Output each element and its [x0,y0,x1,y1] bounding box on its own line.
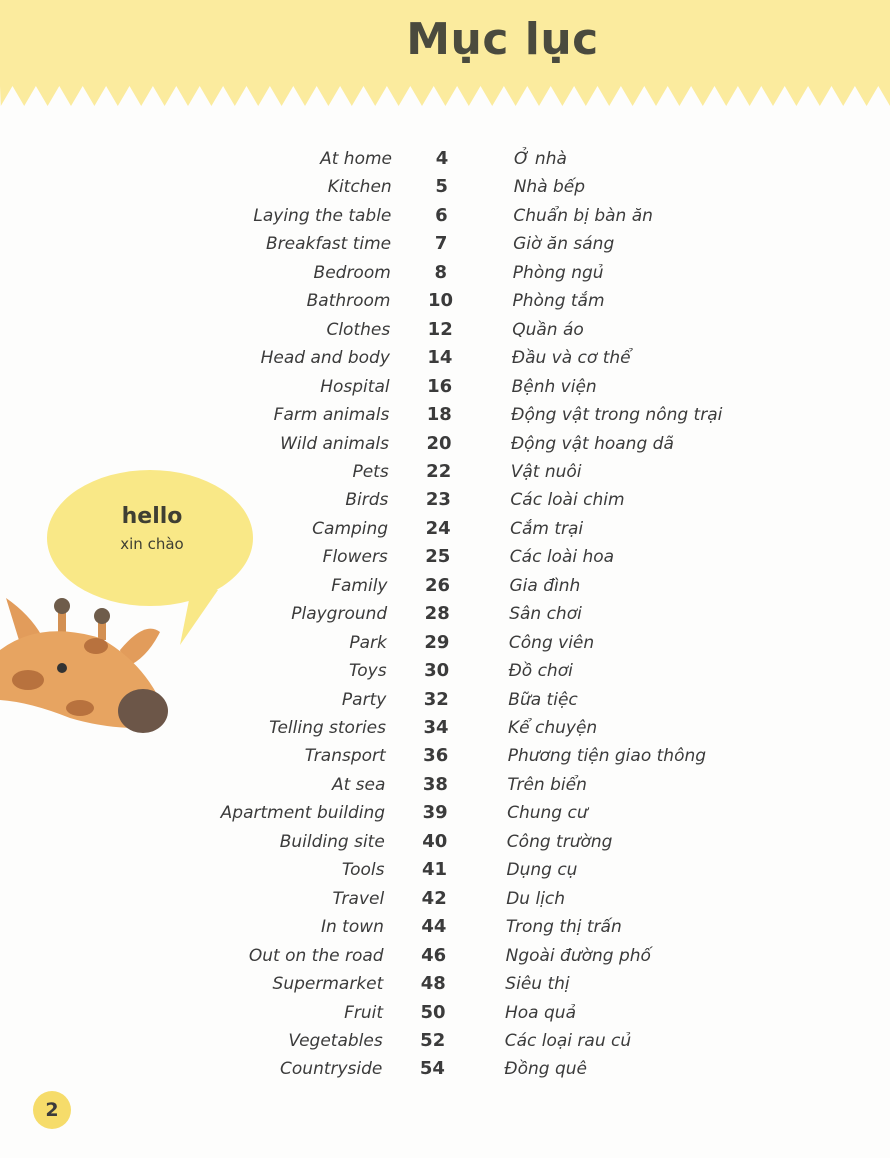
toc-english-label: Clothes [326,319,391,340]
toc-vietnamese-label: Chuẩn bị bàn ăn [513,205,653,226]
page-title: Mục lục [406,14,599,65]
toc-page-number: 36 [423,745,449,767]
toc-english-label: Apartment building [220,803,386,824]
toc-english-label: Birds [345,490,389,511]
toc-row [0,145,890,173]
toc-row [0,173,890,201]
toc-page-number: 46 [421,944,447,966]
toc-vietnamese-label: Trên biển [507,774,587,795]
toc-english-label: Pets [352,461,389,482]
toc-english-label: Playground [291,604,388,625]
toc-vietnamese-label: Kể chuyện [508,718,598,738]
toc-row [0,202,889,230]
toc-page-number: 4 [435,148,449,169]
toc-vietnamese-label: Động vật trong nông trại [511,405,723,426]
toc-row [0,970,881,998]
toc-row [0,344,888,372]
page-number-badge: 2 [33,1091,71,1129]
toc-english-label: Toys [348,661,387,682]
toc-english-label: At sea [331,774,386,795]
toc-vietnamese-label: Siêu thị [505,974,570,995]
toc-vietnamese-label: Công viên [508,632,595,653]
toc-page-number: 30 [424,660,450,682]
toc-english-label: Travel [332,888,385,909]
toc-row [0,828,883,856]
toc-english-label: Flowers [322,547,388,568]
toc-vietnamese-label: Du lịch [506,888,566,909]
toc-page-number: 50 [420,1001,446,1023]
toc-english-label: Supermarket [272,974,384,995]
toc-english-label: Wild animals [280,433,389,454]
toc-row [0,1055,880,1083]
toc-vietnamese-label: Đồ chơi [508,661,573,682]
toc-page-number: 7 [434,233,448,255]
toc-english-label: Fruit [344,1002,383,1023]
toc-page-number: 18 [426,404,452,426]
toc-row [0,742,884,770]
toc-page-number: 54 [419,1058,445,1080]
toc-row [0,515,886,543]
toc-row [0,316,888,344]
toc-vietnamese-label: Trong thị trấn [505,917,622,938]
toc-vietnamese-label: Quần áo [512,319,584,340]
toc-row [0,373,888,401]
toc-row [0,856,883,884]
toc-vietnamese-label: Các loài hoa [509,547,615,568]
toc-page-number: 40 [422,830,448,852]
toc-page-number: 22 [426,460,452,482]
toc-row [0,1027,881,1055]
toc-vietnamese-label: Bệnh viện [511,376,597,397]
toc-row [0,600,885,628]
toc-english-label: Telling stories [269,718,386,738]
toc-vietnamese-label: Ở nhà [514,149,567,169]
toc-english-label: Transport [304,746,386,767]
toc-row [0,287,889,315]
toc-english-label: Bathroom [306,291,391,312]
toc-english-label: Bedroom [313,262,391,283]
toc-row [0,430,887,458]
toc-row [0,942,882,970]
toc-english-label: In town [320,917,384,938]
toc-page-number: 8 [434,261,448,283]
toc-row [0,657,885,685]
toc-page-number: 29 [424,631,450,653]
toc-page-number: 24 [425,517,451,539]
toc-english-label: Camping [312,518,389,539]
toc-page-number: 20 [426,432,452,454]
toc-english-label: Breakfast time [265,234,392,255]
toc-page-number: 44 [421,916,447,938]
toc-english-label: Laying the table [253,205,392,226]
toc-vietnamese-label: Chung cư [507,803,588,824]
toc-vietnamese-label: Các loại rau củ [504,1030,632,1051]
toc-page-number: 28 [424,603,450,625]
toc-row [0,686,884,714]
toc-vietnamese-label: Vật nuôi [510,461,582,482]
toc-row [0,999,881,1027]
toc-row [0,401,887,429]
toc-row [0,458,887,486]
toc-page-number: 42 [421,887,447,909]
toc-page-number: 26 [424,574,451,596]
toc-page-number: 6 [435,204,448,226]
toc-vietnamese-label: Dụng cụ [506,860,578,881]
toc-page-number: 23 [425,489,451,511]
toc-page-number: 25 [425,546,451,568]
toc-row [0,230,889,258]
toc-english-label: Party [341,689,387,710]
toc-english-label: Kitchen [327,177,392,198]
toc-english-label: Out on the road [248,945,384,966]
toc-page-number: 38 [422,773,448,795]
toc-vietnamese-label: Các loài chim [510,490,625,511]
toc-row [0,799,883,827]
toc-page-number: 16 [427,375,453,397]
toc-vietnamese-label: Sân chơi [509,604,582,625]
toc-vietnamese-label: Động vật hoang dã [511,433,674,454]
toc-row [0,714,884,742]
toc-vietnamese-label: Hoa quả [505,1002,576,1023]
toc-english-label: Family [331,575,388,596]
toc-english-label: Tools [341,860,385,881]
toc-vietnamese-label: Giờ ăn sáng [513,234,615,255]
toc-row [0,885,882,913]
toc-row [0,771,883,799]
toc-page-number: 12 [427,318,453,340]
toc-row [0,629,885,657]
toc-vietnamese-label: Đầu và cơ thể [511,348,631,369]
toc-row [0,572,886,600]
toc-vietnamese-label: Bữa tiệc [508,689,578,710]
toc-row [0,543,886,571]
toc-page-number: 48 [420,973,446,995]
toc-english-label: Hospital [320,376,390,397]
toc-row [0,259,889,287]
toc-page-number: 32 [423,688,449,710]
toc-vietnamese-label: Ngoài đường phố [505,945,651,966]
toc-page-number: 52 [420,1029,446,1051]
toc-english-label: Building site [279,831,385,852]
toc-english-label: Countryside [280,1059,383,1080]
toc-vietnamese-label: Phòng ngủ [512,262,604,283]
toc-vietnamese-label: Nhà bếp [513,177,586,198]
toc-vietnamese-label: Công trường [506,831,613,852]
toc-english-label: Farm animals [273,405,390,426]
toc-page-number: 5 [435,176,448,198]
toc-page-number: 41 [421,859,448,881]
toc-vietnamese-label: Gia đình [509,575,581,596]
toc-page-number: 39 [422,802,448,824]
bubble-text-hello: hello [121,504,183,529]
toc-page-number: 34 [423,717,449,738]
toc-english-label: Vegetables [288,1030,383,1051]
toc-row [0,486,886,514]
bubble-text-xin-chao: xin chào [120,535,184,553]
toc-english-label: Head and body [260,348,390,369]
toc-vietnamese-label: Phòng tắm [512,291,605,312]
toc-english-label: At home [320,149,392,169]
toc-row [0,913,882,941]
toc-vietnamese-label: Cắm trại [510,518,584,539]
toc-page-number: 10 [427,290,454,312]
toc-english-label: Park [349,632,387,653]
toc-vietnamese-label: Phương tiện giao thông [507,746,707,767]
toc-vietnamese-label: Đồng quê [504,1059,587,1080]
toc-page-number: 14 [427,347,453,369]
